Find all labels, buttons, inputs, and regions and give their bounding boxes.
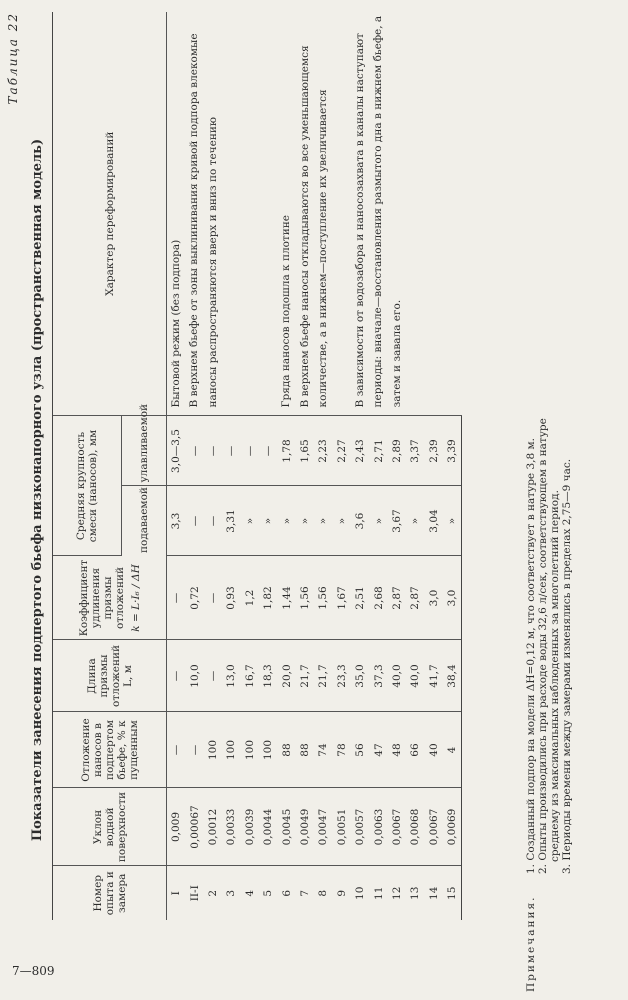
- cell-length: 37,3: [369, 640, 387, 712]
- cell-number: 10: [354, 886, 367, 900]
- cell-fed: 3,3: [167, 486, 186, 556]
- header-character: Характер переформирований: [53, 12, 167, 416]
- cell-number: 12: [390, 886, 403, 900]
- cell-slope: 0,0039: [241, 788, 259, 866]
- cell-fed: »: [369, 486, 387, 556]
- cell-slope: 0,0047: [314, 788, 332, 866]
- table-number-label: Таблица 22: [6, 12, 20, 105]
- cell-coefficient: —: [167, 556, 186, 640]
- notes-heading: Примечания.: [525, 895, 537, 992]
- cell-slope: 0,0045: [277, 788, 295, 866]
- page-number: 7—809: [12, 964, 55, 978]
- cell-deposition: 74: [314, 712, 332, 788]
- header-coefficient-formula: k = L·I₆ / ΔH: [129, 564, 142, 632]
- cell-slope: 0,0069: [443, 788, 462, 866]
- cell-fed: »: [443, 486, 462, 556]
- cell-fed: »: [406, 486, 424, 556]
- cell-slope: 0,0063: [369, 788, 387, 866]
- cell-fed: 3,31: [222, 486, 240, 556]
- cell-length: 18,3: [259, 640, 277, 712]
- cell-number: 4: [243, 889, 256, 897]
- cell-coefficient: 1,82: [259, 556, 277, 640]
- header-trapped: улавливаемой: [122, 416, 167, 486]
- header-coefficient: [53, 556, 167, 640]
- header-deposition: Отложение наносов в подпертом бьефе, % к пущенным: [53, 712, 167, 788]
- cell-trapped: —: [241, 416, 259, 486]
- cell-trapped: 2,43: [351, 416, 369, 486]
- header-experiment-number: Номер опыта и замера: [53, 866, 167, 920]
- cell-description: В верхнем бьефе от зоны выклинивания кривой подпора влекомые наносы распространяются вверх и вниз по течению: [185, 12, 277, 416]
- cell-slope: 0,0044: [259, 788, 277, 866]
- cell-trapped: —: [185, 416, 203, 486]
- cell-coefficient: —: [204, 556, 222, 640]
- table-row: [277, 12, 295, 920]
- cell-trapped: 1,78: [277, 416, 295, 486]
- cell-coefficient: 1,67: [333, 556, 351, 640]
- cell-slope: 0,0051: [333, 788, 351, 866]
- cell-coefficient: 2,87: [388, 556, 406, 640]
- cell-deposition: —: [167, 712, 186, 788]
- cell-fed: 3,04: [425, 486, 443, 556]
- cell-trapped: 3,37: [406, 416, 424, 486]
- cell-coefficient: 0,72: [185, 556, 203, 640]
- header-prism-length: Длина призмы отложений L, м: [53, 640, 167, 712]
- cell-number: 9: [335, 889, 348, 897]
- cell-slope: 0,0057: [351, 788, 369, 866]
- note-item: 2. Опыты производились при расходе воды 32,6 л/сек, соответствующем в натуре: [537, 418, 549, 874]
- cell-length: 40,0: [388, 640, 406, 712]
- cell-deposition: 48: [388, 712, 406, 788]
- cell-slope: 0,0067: [388, 788, 406, 866]
- table-row: [351, 12, 369, 920]
- cell-trapped: —: [204, 416, 222, 486]
- cell-number: 5: [262, 889, 275, 897]
- cell-length: 16,7: [241, 640, 259, 712]
- cell-number: 6: [280, 889, 293, 897]
- cell-deposition: 100: [241, 712, 259, 788]
- cell-coefficient: 1,56: [296, 556, 314, 640]
- cell-length: 13,0: [222, 640, 240, 712]
- cell-slope: 0,009: [167, 788, 186, 866]
- cell-fed: 3,67: [388, 486, 406, 556]
- cell-deposition: 88: [296, 712, 314, 788]
- cell-length: 40,0: [406, 640, 424, 712]
- table-title: Показатели занесения подпертого бьефа низконапорного узла (пространственная модель): [30, 138, 45, 842]
- notes-list: [525, 34, 573, 874]
- cell-fed: —: [204, 486, 222, 556]
- table-row: [296, 12, 314, 920]
- cell-number: 7: [298, 889, 311, 897]
- cell-coefficient: 3,0: [425, 556, 443, 640]
- cell-slope: 0,0012: [204, 788, 222, 866]
- cell-number: 2: [206, 889, 219, 897]
- cell-description: Бытовой режим (без подпора): [167, 12, 186, 416]
- cell-slope: 0,0067: [425, 788, 443, 866]
- cell-deposition: 78: [333, 712, 351, 788]
- cell-number: 11: [372, 886, 385, 900]
- cell-fed: —: [185, 486, 203, 556]
- cell-fed: »: [259, 486, 277, 556]
- cell-deposition: 100: [222, 712, 240, 788]
- cell-fed: »: [296, 486, 314, 556]
- cell-coefficient: 3,0: [443, 556, 462, 640]
- cell-slope: 0,0033: [222, 788, 240, 866]
- cell-trapped: 1,65: [296, 416, 314, 486]
- cell-description: Гряда наносов подошла к плотине: [277, 12, 295, 416]
- cell-coefficient: 2,51: [351, 556, 369, 640]
- cell-coefficient: 1,2: [241, 556, 259, 640]
- note-item: 3. Периоды времени между замерами изменялись в пределах 2,75—9 час.: [561, 458, 573, 874]
- cell-length: —: [204, 640, 222, 712]
- cell-length: 21,7: [296, 640, 314, 712]
- note-item: 1. Созданный подпор на модели ΔH=0,12 м, что соответствует в натуре 3,8 м.: [525, 437, 537, 874]
- cell-deposition: —: [185, 712, 203, 788]
- cell-slope: 0,00067: [185, 788, 203, 866]
- cell-description: В верхнем бьефе наносы откладываются во все уменьшающемся количестве, а в нижнем—поступление их увеличивается: [296, 12, 351, 416]
- cell-length: 23,3: [333, 640, 351, 712]
- cell-number: 3: [225, 889, 238, 897]
- cell-length: 10,0: [185, 640, 203, 712]
- table-row: [167, 12, 186, 920]
- cell-slope: 0,0068: [406, 788, 424, 866]
- cell-deposition: 88: [277, 712, 295, 788]
- cell-trapped: 2,39: [425, 416, 443, 486]
- cell-deposition: 47: [369, 712, 387, 788]
- cell-trapped: 2,71: [369, 416, 387, 486]
- cell-number: II-I: [188, 885, 201, 902]
- table-row: [185, 12, 203, 920]
- cell-coefficient: 1,56: [314, 556, 332, 640]
- cell-coefficient: 2,68: [369, 556, 387, 640]
- cell-slope: 0,0049: [296, 788, 314, 866]
- data-table: [52, 12, 462, 920]
- note-item-continuation: среднему из максимальных наблюденных за многолетний период.: [549, 490, 561, 862]
- cell-fed: »: [333, 486, 351, 556]
- cell-deposition: 4: [443, 712, 462, 788]
- cell-fed: »: [277, 486, 295, 556]
- cell-trapped: —: [259, 416, 277, 486]
- header-mean-size: Средняя крупность смеси (наносов), мм: [53, 416, 122, 556]
- cell-fed: »: [241, 486, 259, 556]
- cell-deposition: 100: [204, 712, 222, 788]
- cell-trapped: 2,23: [314, 416, 332, 486]
- cell-length: 21,7: [314, 640, 332, 712]
- cell-description: В зависимости от водозабора и наносозахвата в каналы наступают периоды: вначале—восстановления размытого дна в нижнем бьефе, а затем и завала его.: [351, 12, 462, 416]
- cell-coefficient: 1,44: [277, 556, 295, 640]
- cell-trapped: 2,27: [333, 416, 351, 486]
- header-coefficient-label: Коэффициент удлинения призмы отложений: [77, 559, 126, 637]
- cell-number: 8: [317, 889, 330, 897]
- cell-number: 14: [427, 886, 440, 900]
- cell-trapped: 3,39: [443, 416, 462, 486]
- cell-deposition: 40: [425, 712, 443, 788]
- header-slope: Уклон водной поверхности: [53, 788, 167, 866]
- cell-length: 20,0: [277, 640, 295, 712]
- cell-coefficient: 2,87: [406, 556, 424, 640]
- cell-coefficient: 0,93: [222, 556, 240, 640]
- cell-number: 13: [409, 886, 422, 900]
- cell-number: 15: [443, 866, 462, 920]
- cell-deposition: 66: [406, 712, 424, 788]
- cell-trapped: 3,0—3,5: [167, 416, 186, 486]
- cell-fed: »: [314, 486, 332, 556]
- cell-length: 38,4: [443, 640, 462, 712]
- header-fed: подаваемой: [122, 486, 167, 556]
- cell-fed: 3,6: [351, 486, 369, 556]
- cell-length: 41,7: [425, 640, 443, 712]
- cell-deposition: 100: [259, 712, 277, 788]
- cell-number: I: [170, 891, 183, 896]
- cell-trapped: —: [222, 416, 240, 486]
- cell-length: —: [167, 640, 186, 712]
- cell-deposition: 56: [351, 712, 369, 788]
- cell-trapped: 2,89: [388, 416, 406, 486]
- cell-length: 35,0: [351, 640, 369, 712]
